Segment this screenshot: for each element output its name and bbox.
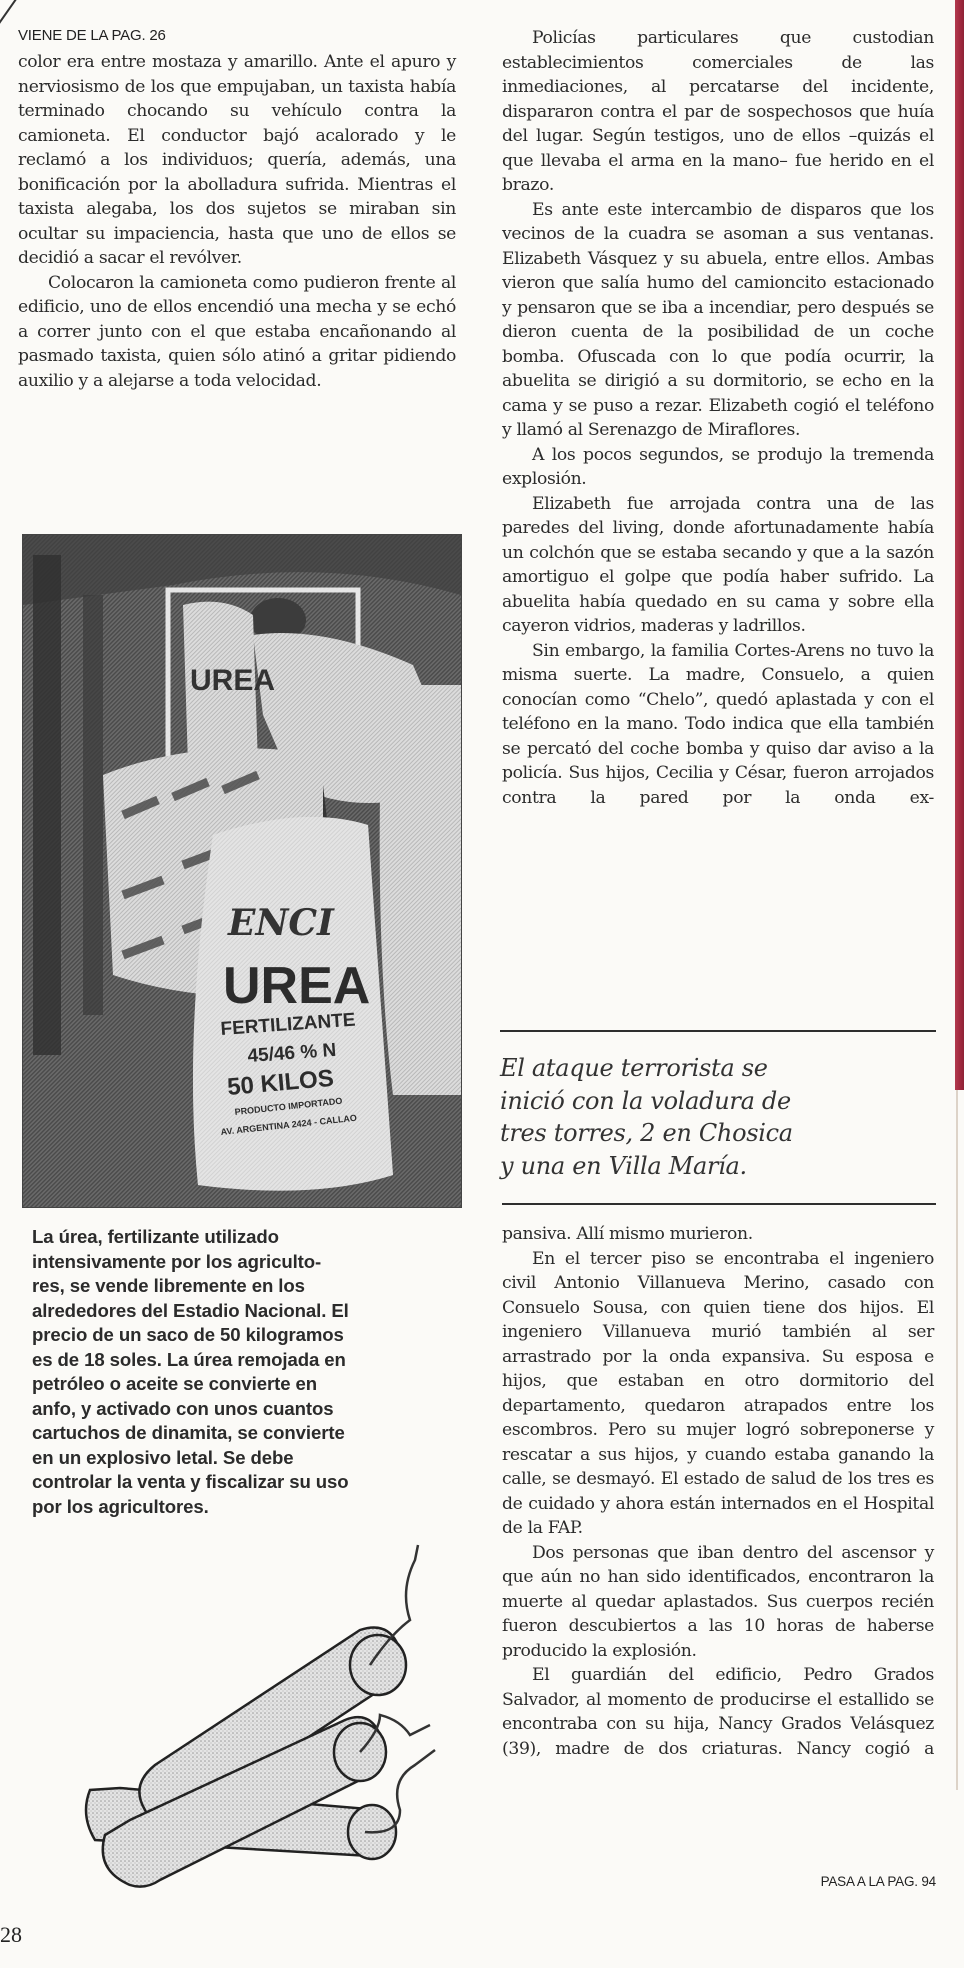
svg-text:UREA: UREA	[190, 664, 276, 697]
jump-to-label: PASA A LA PAG. 94	[820, 1874, 936, 1889]
pull-quote-line: y una en Villa María.	[500, 1151, 747, 1180]
caption-line: cartuchos de dinamita, se convierte	[32, 1422, 345, 1443]
pull-quote	[500, 1052, 936, 1182]
caption-line: por los agricultores.	[32, 1495, 209, 1517]
left-column-text	[18, 50, 456, 393]
pull-quote-line: tres torres, 2 en Chosica	[500, 1119, 793, 1147]
right-column-top-text	[502, 26, 934, 810]
paragraph: Dos personas que iban dentro del ascensor y que aún no han sido identificados, encontraron la muerte al quedar aplastados. Sus cuerpos recién fueron descubiertos a las 10 horas de haberse producido la explosión.	[502, 1542, 934, 1661]
urea-bags-photo	[22, 534, 462, 1208]
right-column-bottom-text	[502, 1222, 934, 1761]
binding-edge	[955, 0, 964, 1090]
pull-quote-line: El ataque terrorista se	[500, 1054, 768, 1082]
paragraph: pansiva. Allí mismo murieron.	[502, 1224, 753, 1244]
paragraph: Colocaron la camioneta como pudieron frente al edificio, uno de ellos encendió una mecha y se echó a correr junto con el que estaba encañonando al pasmado taxista, quien sólo atinó a gritar pidiendo auxilio y a alejarse a toda velocidad.	[18, 272, 456, 391]
corner-fold-line	[0, 0, 17, 27]
paragraph: El guardián del edificio, Pedro Grados Salvador, al momento de producirse el estallido se encontraba con su hija, Nancy Grados Velásquez (39), madre de dos criaturas. Nancy cogió a	[502, 1665, 934, 1759]
paragraph: Policías particulares que custodian establecimientos comerciales de las inmediaciones, al percatarse del incidente, dispararon contra el par de sospechosos que huía del lugar. Según testigos, uno de ellos –quizás el que llevaba el arma en la mano– fue herido en el brazo.	[502, 28, 934, 195]
dynamite-illustration	[60, 1540, 460, 1900]
pull-quote-bottom-rule	[502, 1203, 936, 1205]
caption-line: La úrea, fertilizante utilizado	[32, 1226, 279, 1247]
paragraph: A los pocos segundos, se produjo la tremenda explosión.	[502, 444, 934, 489]
caption-line: anfo, y activado con unos cuantos	[32, 1397, 334, 1419]
pull-quote-line: inició con la voladura de	[500, 1086, 791, 1115]
caption-line: controlar la venta y fiscalizar su uso	[32, 1471, 349, 1492]
bag-address-text: AV. ARGENTINA 2424 - CALLAO	[220, 1112, 358, 1137]
caption-line: res, se vende libremente en los	[32, 1275, 305, 1296]
pull-quote-top-rule	[500, 1030, 936, 1032]
paragraph: color era entre mostaza y amarillo. Ante el apuro y nerviosismo de los que empujaban, un taxista había terminado chocando su vehículo contra la camioneta. El conductor bajó acalorado y le reclamó a los individuos; quería, además, una bonificación por la abolladura sufrida. Mientras el taxista alegaba, los dos sujetos se miraban sin ocultar su impaciencia, hasta que uno de ellos se decidió a sacar el revólver.	[18, 52, 456, 268]
bag-origin-text: PRODUCTO IMPORTADO	[234, 1095, 343, 1117]
caption-line: intensivamente por los agriculto-	[32, 1250, 322, 1272]
binding-edge-shadow	[956, 1090, 958, 1790]
paragraph: En el tercer piso se encontraba el ingeniero civil Antonio Villanueva Merino, casado con Consuelo Sousa, con quien tiene dos hijos. El ingeniero Villanueva murió también al ser arrastrado por la onda expansiva. Su esposa e hijos, que estaban en otro dormitorio del departamento, quedaron atrapados entre los escombros. Pero su mujer logró sobreponerse y rescatar a sus hijos, y cuando estaba ganando la calle, se desmayó. El estado de salud de los tres es de cuidado y ahora están internados en el Hospital de la FAP.	[502, 1248, 934, 1538]
dynamite-icon	[60, 1540, 460, 1900]
paragraph: Es ante este intercambio de disparos que los vecinos de la cuadra se asoman a sus ventanas. Elizabeth Vásquez y su abuela, entre ellos. Ambas vieron que salía humo del camioncito estacionado y pensaron que se iba a incendiar, pero después se dieron cuenta de la posibilidad de un coche bomba. Ofuscada con lo que podía ocurrir, la abuelita se dirigió a su dormitorio, se echo en la cama y se puso a rezar. Elizabeth cogió el teléfono y llamó al Serenazgo de Miraflores.	[502, 199, 934, 440]
caption-line: petróleo o aceite se convierte en	[32, 1373, 318, 1394]
bag-product-text: UREA	[223, 957, 371, 1015]
caption-line: es de 18 soles. La úrea remojada en	[32, 1348, 346, 1370]
bag-weight-text: 50 KILOS	[226, 1064, 335, 1101]
jump-from-label: VIENE DE LA PAG. 26	[18, 27, 166, 44]
bag-spec-text: 45/46 % N	[246, 1039, 337, 1067]
bag-type-text: FERTILIZANTE	[219, 1009, 357, 1040]
paragraph: Elizabeth fue arrojada contra una de las paredes del living, donde afortunadamente había un colchón que se estaba secando y que a la sazón amortiguo el golpe que podía haber sufrido. La abuelita había quedado en su cama y sobre ella cayeron vidrios, maderas y ladrillos.	[502, 493, 934, 636]
caption-line: alrededores del Estadio Nacional. El	[32, 1299, 349, 1321]
caption-line: en un explosivo letal. Se debe	[32, 1446, 294, 1468]
caption-line: precio de un saco de 50 kilogramos	[32, 1324, 344, 1345]
paragraph: Sin embargo, la familia Cortes-Arens no tuvo la misma suerte. La madre, Consuelo, a quien conocían como “Chelo”, quedó aplastada y con el teléfono en la mano. Todo indica que ella también se percató del coche bomba y quiso dar aviso a la policía. Sus hijos, Cecilia y César, fueron arrojados contra la pared por la onda ex-	[502, 640, 934, 808]
photo-caption	[32, 1225, 472, 1519]
page-number: 28	[0, 1922, 22, 1947]
bag-brand-text: ENCI	[228, 902, 334, 944]
